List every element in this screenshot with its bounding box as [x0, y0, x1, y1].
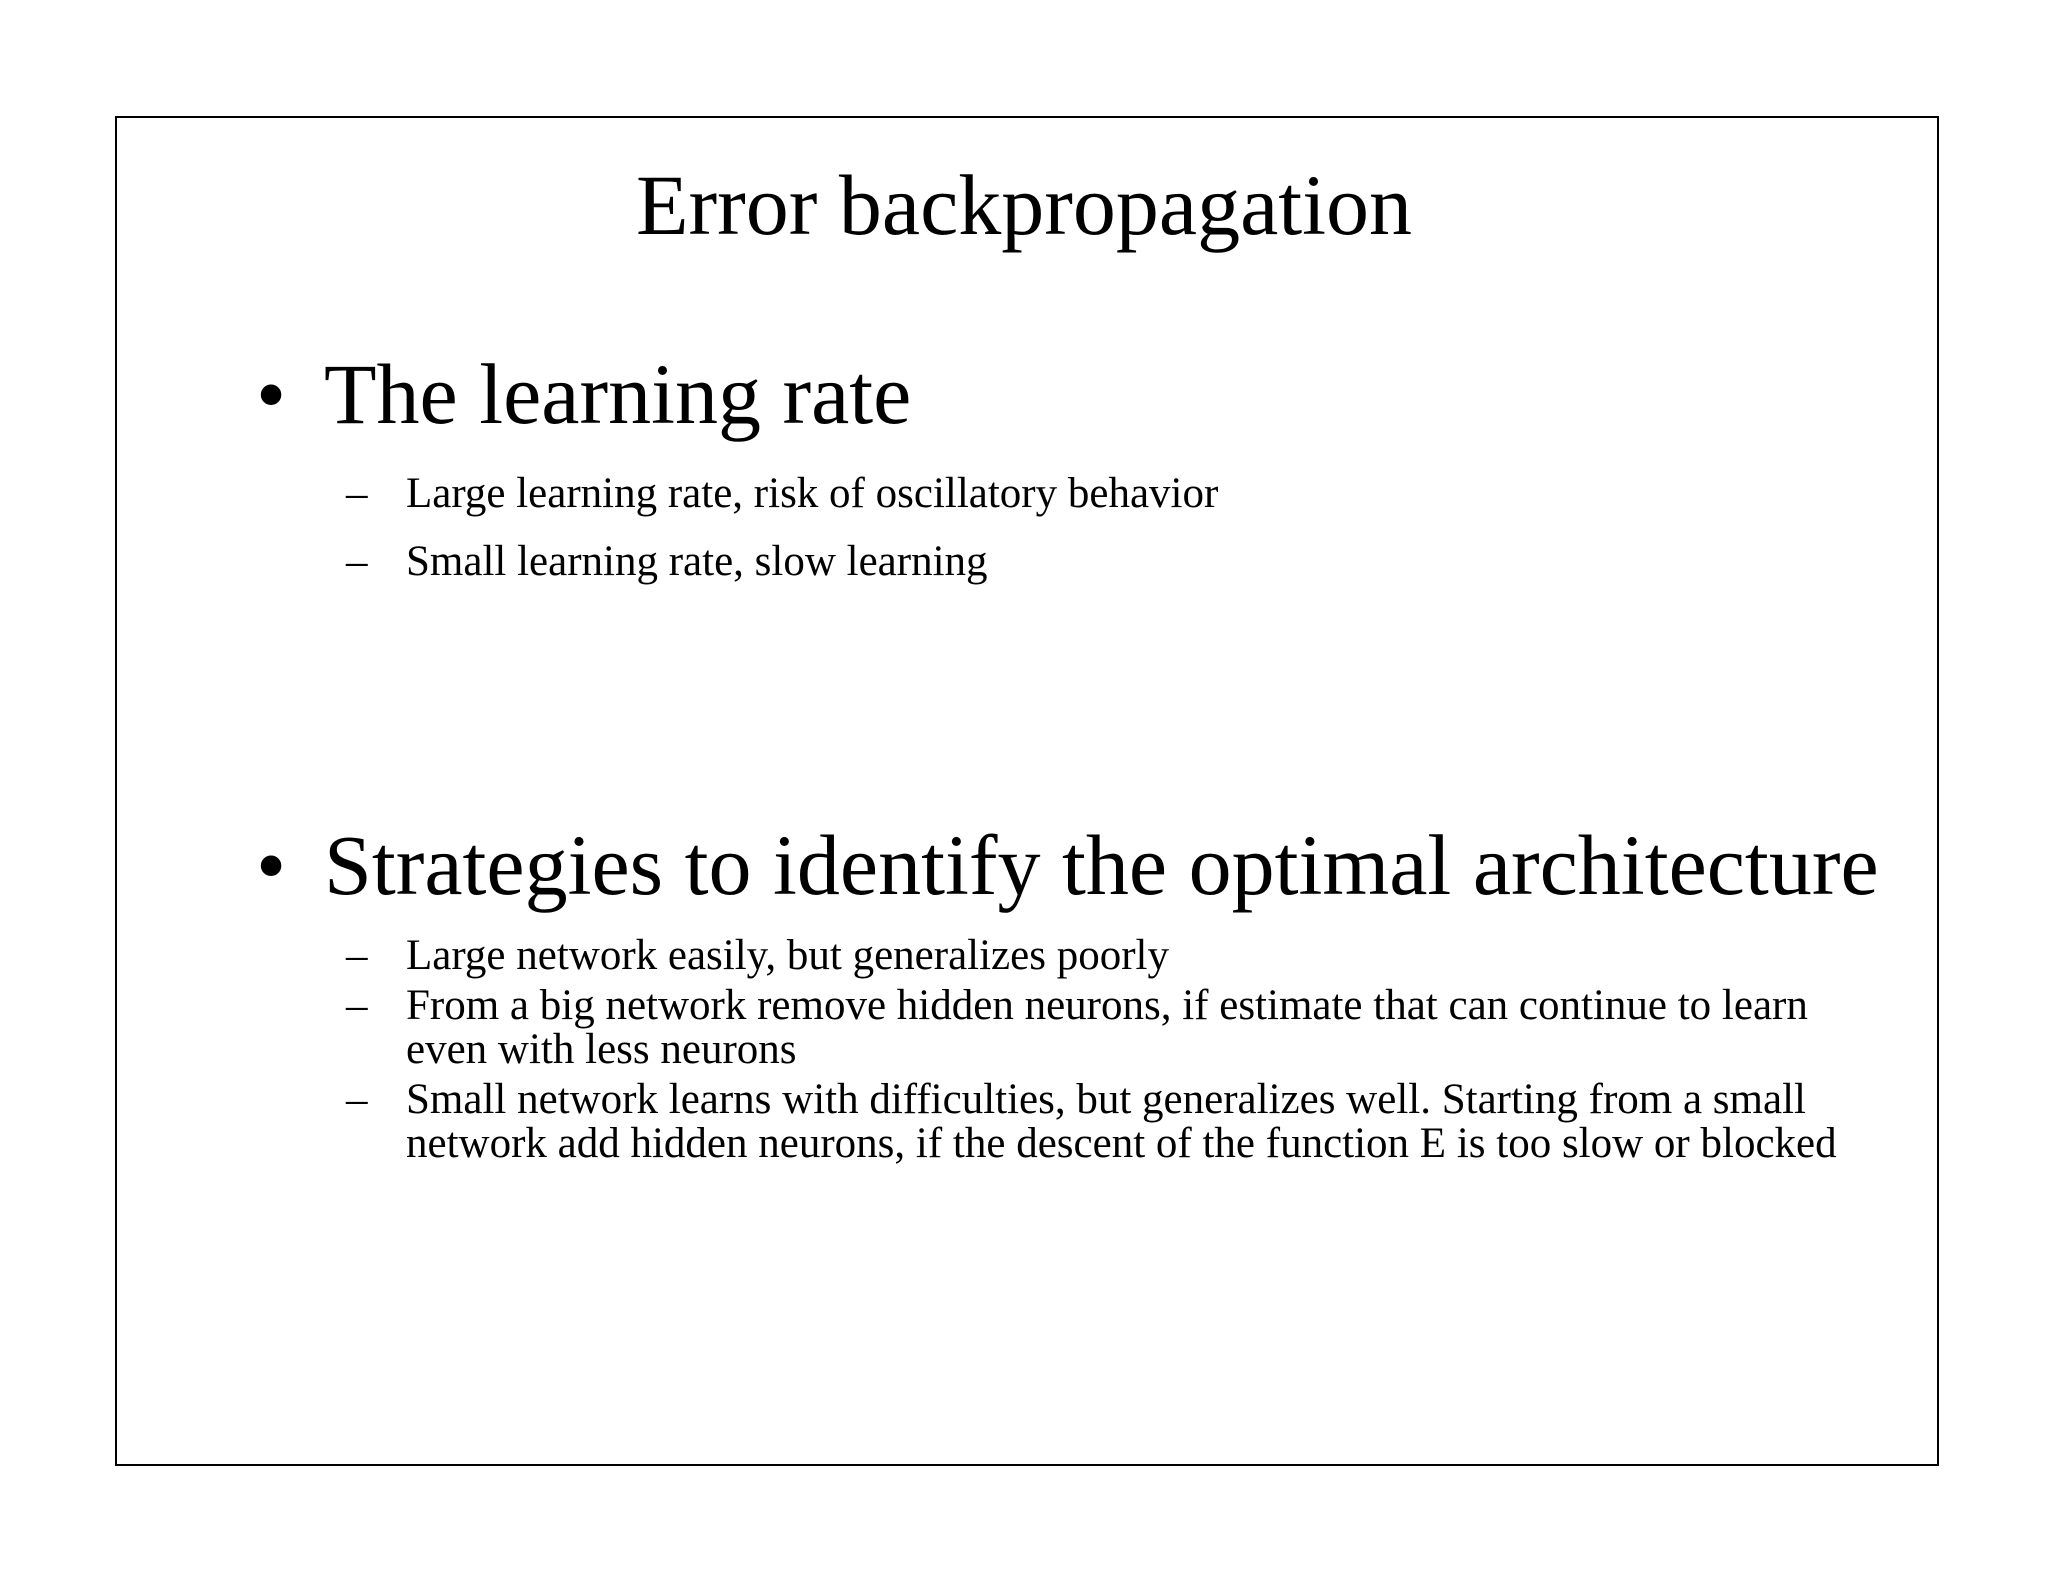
- list-item-text: Large network easily, but generalizes poorly: [406, 932, 1169, 979]
- architecture-list: [346, 934, 1876, 1172]
- list-item-text: From a big network remove hidden neurons, if estimate that can continue to learn even with less neurons: [406, 982, 1808, 1073]
- section-heading-text: The learning rate: [324, 346, 912, 442]
- list-item-text: Small learning rate, slow learning: [406, 538, 988, 585]
- learning-rate-list: [346, 472, 1876, 608]
- section-heading-text: Strategies to identify the optimal architecture: [324, 817, 1879, 913]
- list-item-text: Small network learns with difficulties, but generalizes well. Starting from a small network add hidden neurons, if the descent of the function E is too slow or blocked: [406, 1076, 1837, 1167]
- list-item: [346, 1078, 1876, 1166]
- dash-icon: –: [346, 470, 368, 517]
- dash-icon: –: [346, 1076, 368, 1123]
- dash-icon: –: [346, 982, 368, 1029]
- list-item: [346, 472, 1876, 516]
- list-item: [346, 540, 1876, 584]
- bullet-icon: •: [256, 817, 287, 913]
- list-item: [346, 934, 1876, 978]
- slide-title: Error backpropagation: [635, 157, 1413, 253]
- dash-icon: –: [346, 538, 368, 585]
- list-item-text: Large learning rate, risk of oscillatory behavior: [406, 470, 1219, 517]
- slide-frame: [115, 116, 1939, 1466]
- bullet-icon: •: [256, 346, 287, 442]
- list-item: [346, 984, 1876, 1072]
- dash-icon: –: [346, 932, 368, 979]
